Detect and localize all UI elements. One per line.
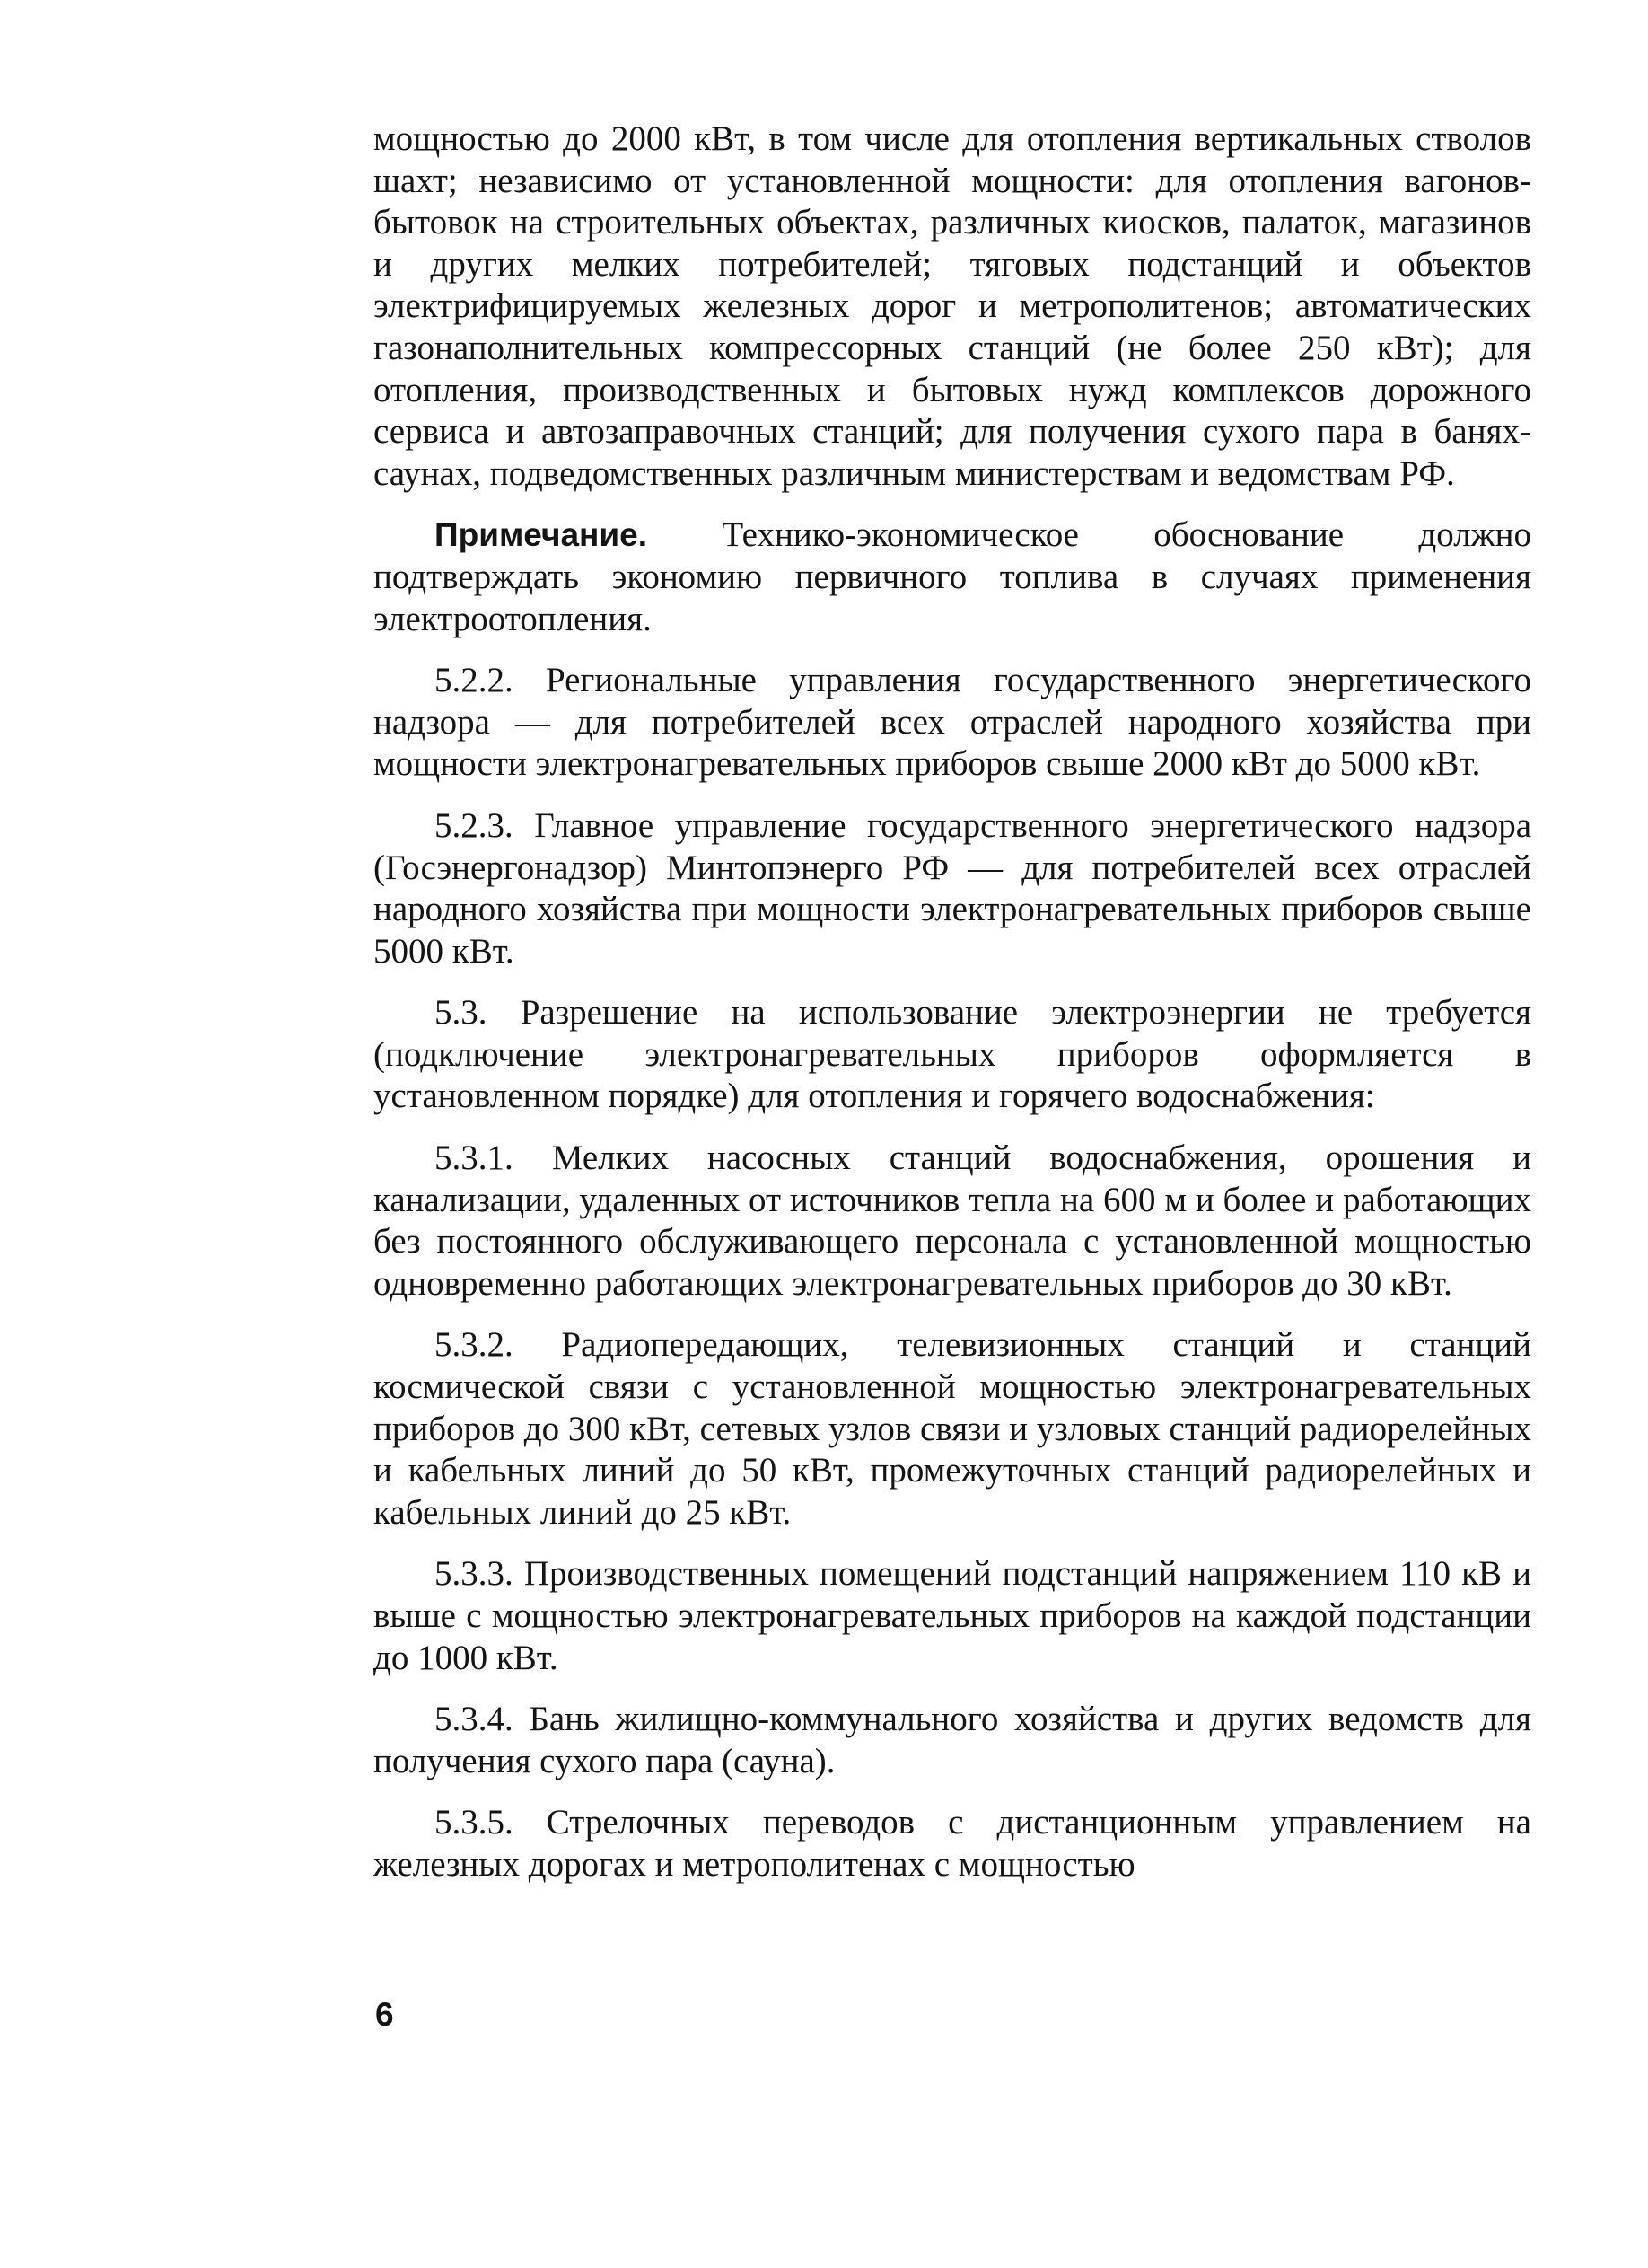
page-number: 6 [375,1996,394,2033]
paragraph-5-3-3: 5.3.3. Производственных помещений подстанций напряжением 110 кВ и выше с мощностью электронагревательных приборов на каждой подстанции до 1000 кВт. [373,1554,1531,1677]
note-label: Примечание. [434,516,647,554]
paragraph-5-3-4: 5.3.4. Бань жилищно-коммунального хозяйства и других ведомств для получения сухого пара (сауна). [373,1700,1531,1780]
document-page [373,119,1531,1886]
paragraph-5-3-1: 5.3.1. Мелких насосных станций водоснабжения, орошения и канализации, удаленных от источников тепла на 600 м и более и работающих без постоянного обслуживающего персонала с установленной мощностью одновременно работающих электронагревательных приборов до 30 кВт. [373,1138,1531,1303]
paragraph-5-2-3: 5.2.3. Главное управление государственного энергетического надзора (Госэнергонадзор) Минтопэнерго РФ — для потребителей всех отраслей народного хозяйства при мощности электронагревательных приборов свыше 5000 кВт. [373,805,1531,971]
paragraph-5-3-5: 5.3.5. Стрелочных переводов с дистанционным управлением на железных дорогах и метрополитенах с мощностью [373,1803,1531,1884]
paragraph-continuation: мощностью до 2000 кВт, в том числе для отопления вертикальных стволов шахт; независимо от установленной мощности: для отопления вагонов-бытовок на строительных объектах, различных киосков, палаток, магазинов и других мелких потребителей; тяговых подстанций и объектов электрифицируемых железных дорог и метрополитенов; автоматических газонаполнительных компрессорных станций (не более 250 кВт); для отопления, производственных и бытовых нужд комплексов дорожного сервиса и автозаправочных станций; для получения сухого пара в банях-саунах, подведомственных различным министерствам и ведомствам РФ. [373,119,1531,493]
note-paragraph [373,514,1531,640]
paragraph-5-3-2: 5.3.2. Радиопередающих, телевизионных станций и станций космической связи с установленной мощностью электронагревательных приборов до 300 кВт, сетевых узлов связи и узловых станций радиорелейных и кабельных линий до 50 кВт, промежуточных станций радиорелейных и кабельных линий до 25 кВт. [373,1325,1531,1532]
paragraph-5-2-2: 5.2.2. Региональные управления государственного энергетического надзора — для потребителей всех отраслей народного хозяйства при мощности электронагревательных приборов свыше 2000 кВт до 5000 кВт. [373,661,1531,784]
note-text: Технико-экономическое обоснование должно подтверждать экономию первичного топлива в случаях применения электроотопления. [373,515,1531,638]
paragraph-5-3: 5.3. Разрешение на использование электроэнергии не требуется (подключение электронагревательных приборов оформляется в установленном порядке) для отопления и горячего водоснабжения: [373,993,1531,1116]
